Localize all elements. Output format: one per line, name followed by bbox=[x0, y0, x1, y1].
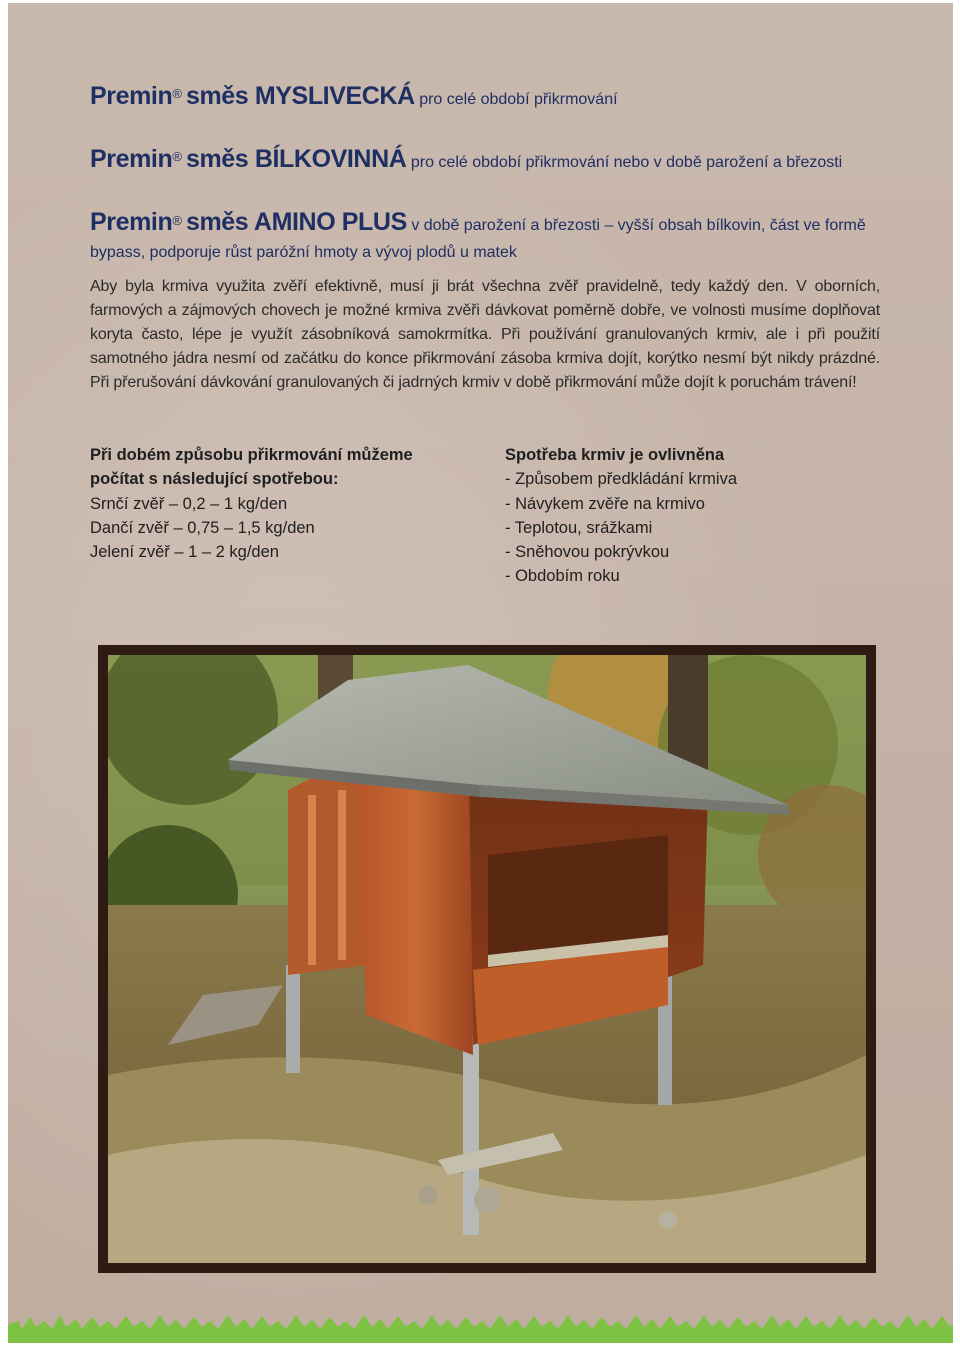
product-name: směs BÍLKOVINNÁ bbox=[185, 145, 407, 173]
registered-mark: ® bbox=[172, 86, 182, 101]
product-mysliveacka bbox=[90, 83, 890, 113]
product-description: pro celé období přikrmování bbox=[419, 91, 618, 108]
product-list bbox=[90, 83, 890, 299]
grass-border bbox=[8, 1303, 953, 1343]
factors-heading: Spotřeba krmiv je ovlivněna bbox=[505, 446, 725, 464]
consumption-heading-line1: Při dobém způsobu přikrmování můžeme bbox=[90, 446, 413, 464]
consumption-heading-line2: počítat s následující spotřebou: bbox=[90, 470, 339, 489]
factor-item: - Obdobím roku bbox=[505, 567, 620, 586]
product-description-continued: bypass, podporuje růst paróžní hmoty a vývoj plodů u matek bbox=[90, 244, 517, 261]
consumption-column bbox=[90, 443, 490, 564]
product-name: směs MYSLIVECKÁ bbox=[185, 82, 415, 110]
product-description: pro celé období přikrmování nebo v době parožení a březosti bbox=[410, 154, 843, 171]
registered-mark: ® bbox=[172, 213, 182, 228]
page bbox=[8, 3, 953, 1343]
product-description: v době parožení a březosti – vyšší obsah bílkovin, část ve formě bbox=[411, 217, 866, 234]
registered-mark: ® bbox=[172, 149, 182, 164]
factor-item: - Sněhovou pokrývkou bbox=[505, 543, 670, 562]
consumption-item: Srnčí zvěř – 0,2 – 1 kg/den bbox=[90, 494, 288, 513]
product-bilkovinna bbox=[90, 146, 890, 176]
consumption-item: Dančí zvěř – 0,75 – 1,5 kg/den bbox=[90, 518, 315, 537]
product-brand: Premin bbox=[90, 208, 173, 236]
factor-item: - Teplotou, srážkami bbox=[505, 518, 653, 537]
product-amino-plus bbox=[90, 209, 890, 266]
factor-item: - Způsobem předkládání krmiva bbox=[505, 470, 738, 489]
feeder-photo bbox=[108, 655, 866, 1263]
product-brand: Premin bbox=[90, 82, 173, 110]
consumption-item: Jelení zvěř – 1 – 2 kg/den bbox=[90, 543, 279, 562]
product-brand: Premin bbox=[90, 145, 173, 173]
feeding-paragraph: Aby byla krmiva využita zvěří efektivně, musí ji brát všechna zvěř pravidelně, tedy každý den. V oborních, farmových a zájmových chovech je možné krmiva zvěři dávkovat poměrně dobře, ve volnosti musíme doplňovat koryta často, lépe je využít zásobníková samokrmítka. Při používání granulovaných krmiv, ale i při použití samotného jádra nesmí od začátku do konce přikrmování zásoba krmiva dojít, korýtko nesmí být nikdy prázdné. Při přerušování dávkování granulovaných či jadrných krmiv v době přikrmování může dojít k poruchám trávení! bbox=[90, 278, 880, 391]
product-name: směs AMINO PLUS bbox=[185, 208, 407, 236]
factor-item: - Návykem zvěře na krmivo bbox=[505, 494, 705, 513]
factors-column bbox=[505, 443, 905, 589]
wooden-feeder-illustration bbox=[108, 655, 866, 1263]
photo-frame bbox=[98, 645, 876, 1273]
